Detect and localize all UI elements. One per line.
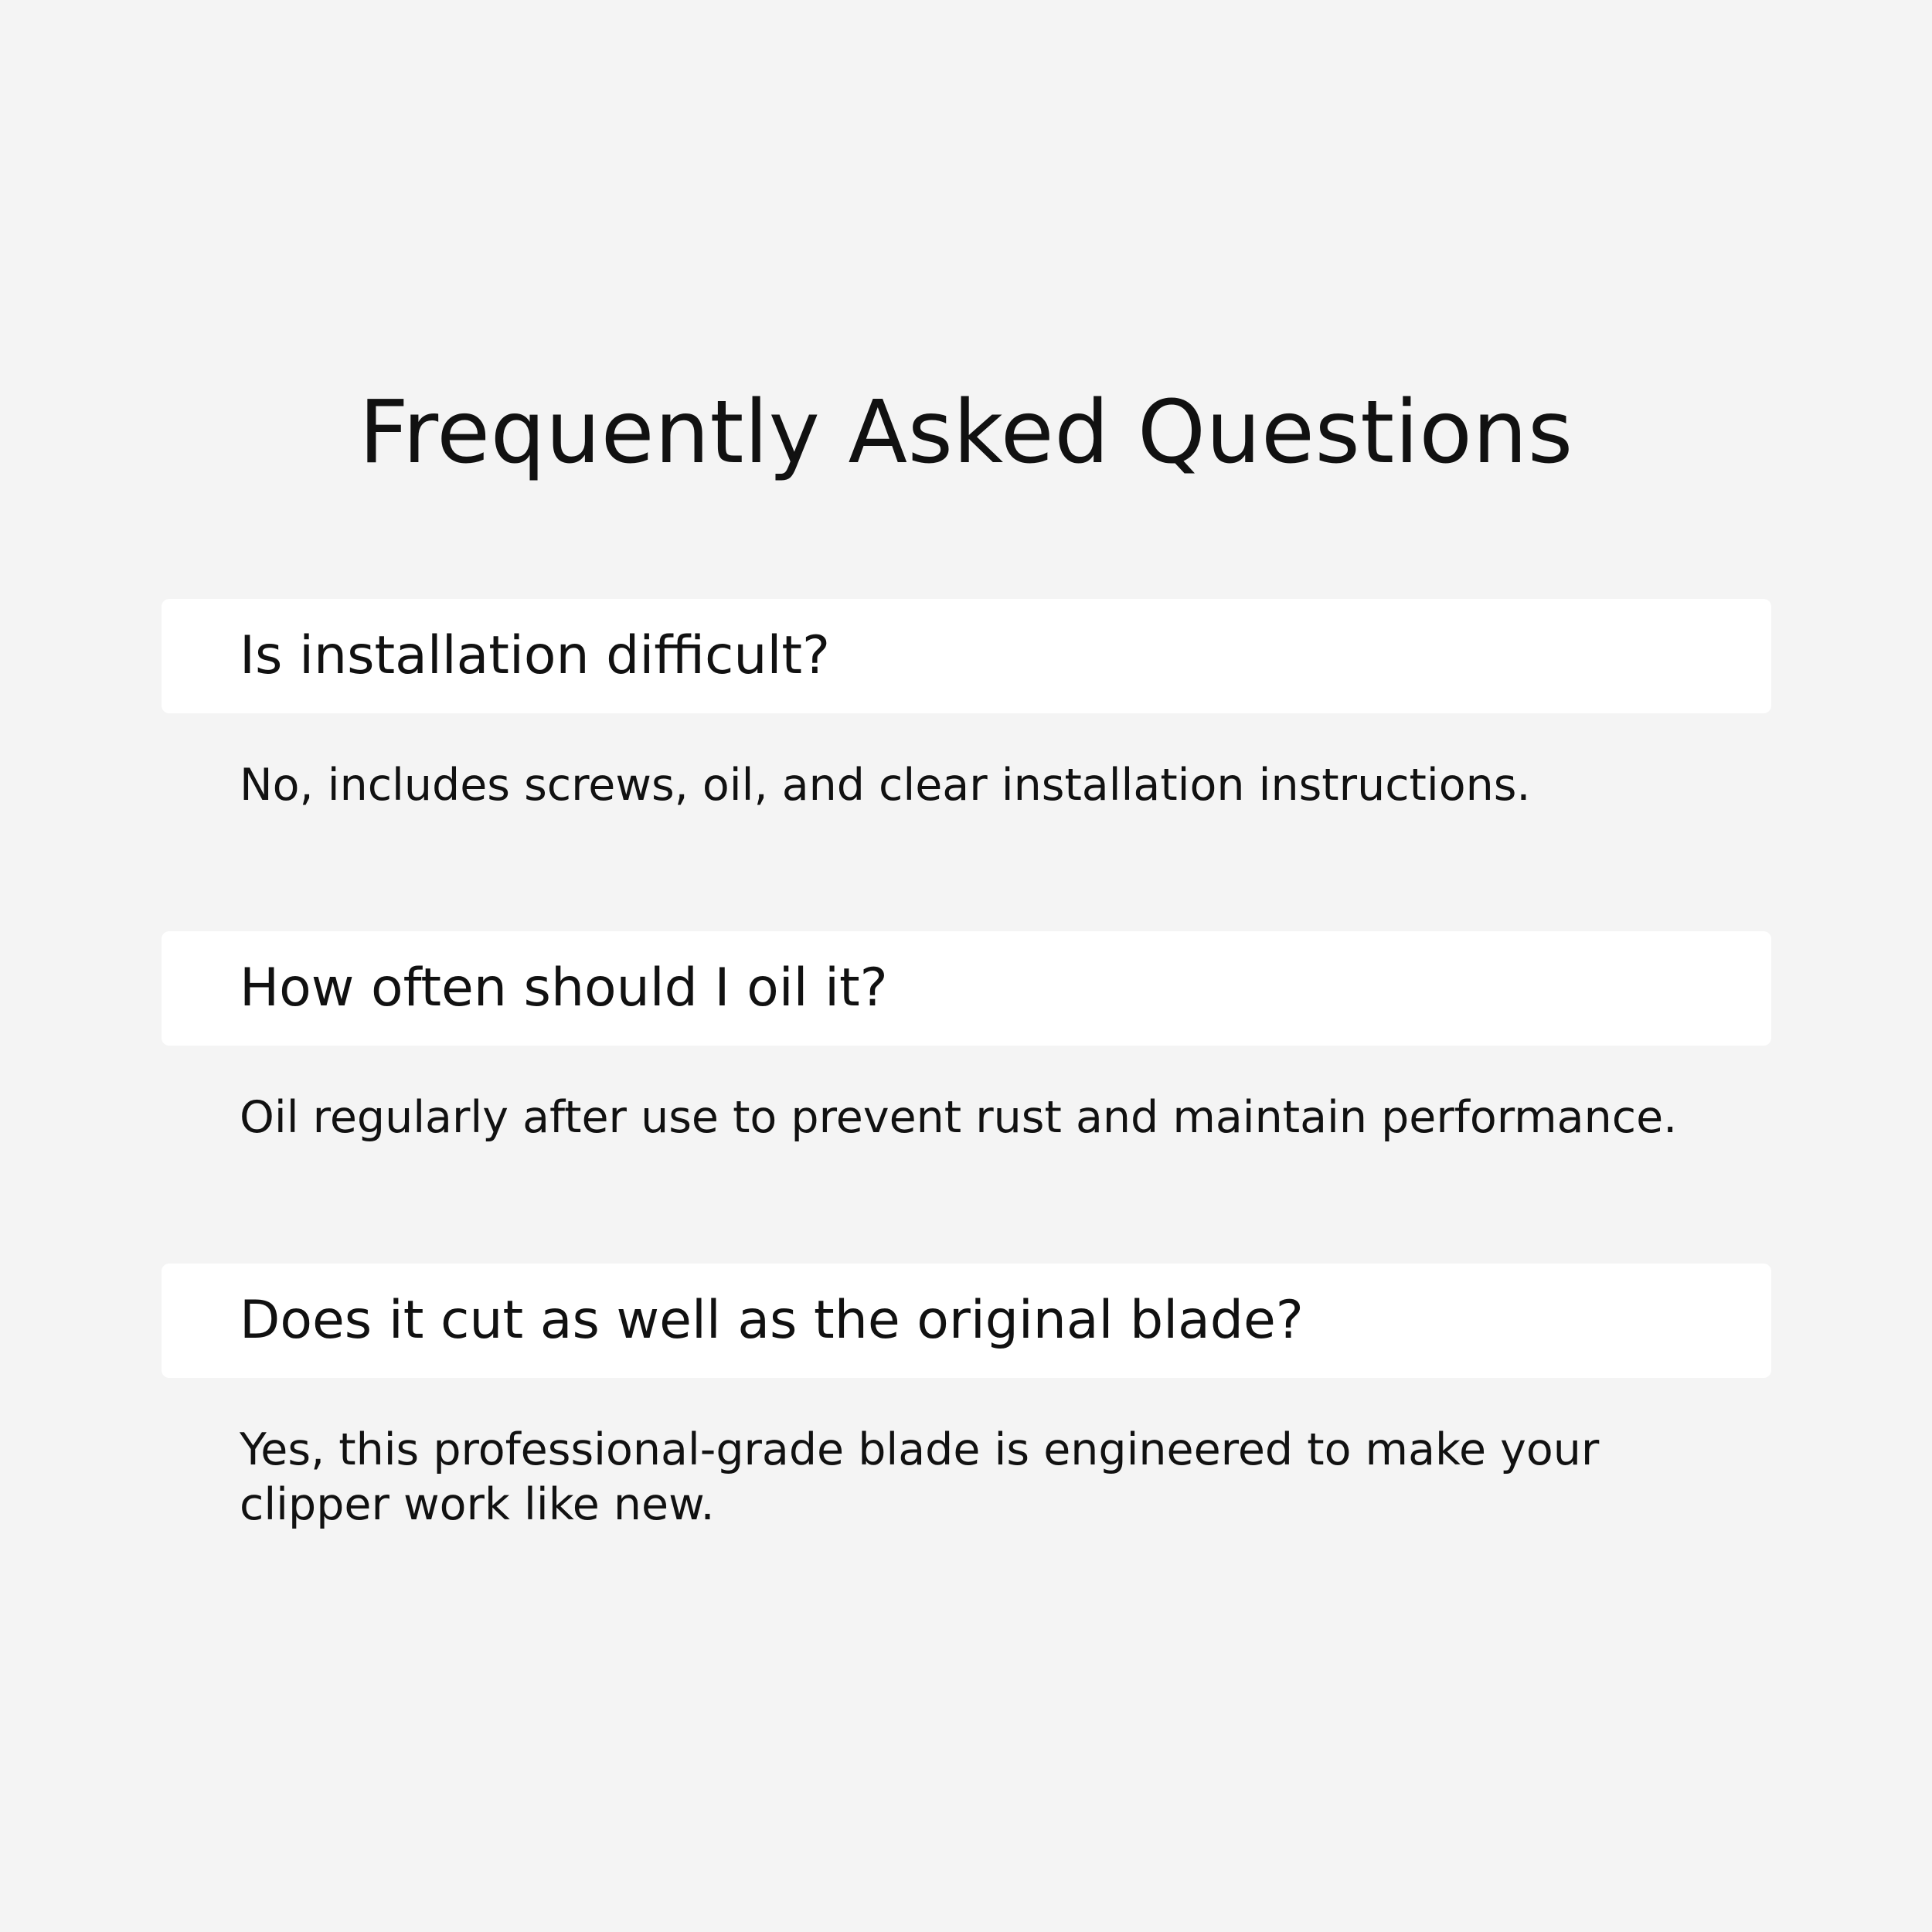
faq-question-text: Does it cut as well as the original blade? bbox=[240, 1290, 1304, 1351]
faq-question-button[interactable] bbox=[162, 931, 1771, 1046]
faq-answer-text: Oil regularly after use to prevent rust and maintain performance. bbox=[240, 1092, 1678, 1143]
faq-item-installation bbox=[162, 599, 1771, 813]
faq-answer-text: Yes, this professional-grade blade is engineered to make your clipper work like new. bbox=[240, 1424, 1600, 1530]
faq-question-text: How often should I oil it? bbox=[240, 957, 888, 1019]
faq-question-text: Is installation difficult? bbox=[240, 625, 831, 686]
faq-item-cutting bbox=[162, 1264, 1771, 1532]
faq-answer-text: No, includes screws, oil, and clear installation instructions. bbox=[240, 760, 1531, 811]
page-title: Frequently Asked Questions bbox=[359, 383, 1573, 483]
faq-question-button[interactable] bbox=[162, 599, 1771, 713]
faq-question-button[interactable] bbox=[162, 1264, 1771, 1378]
faq-item-oiling bbox=[162, 931, 1771, 1145]
